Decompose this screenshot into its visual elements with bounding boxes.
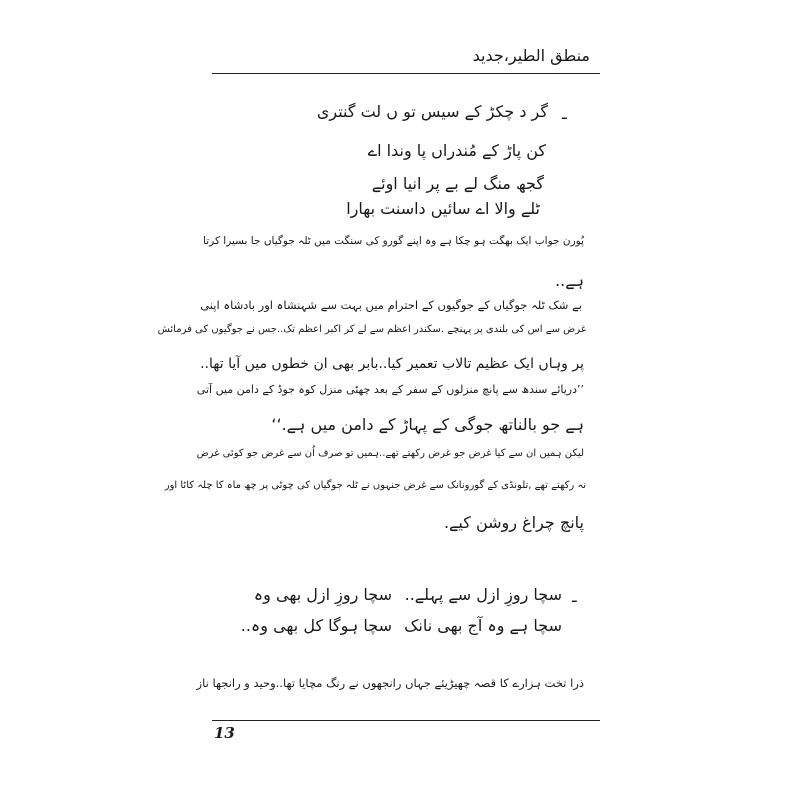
closing-line: ذرا تخت ہزارے کا قصہ چھیڑیئے جہاں رانجھوں نے رنگ مچایا تھا..وحید و رانجھا ناز bbox=[196, 676, 584, 690]
verse-marker: ـ bbox=[572, 587, 577, 606]
body-line: بے شک ٹلہ جوگیاں کے جوگیوں کے احترام میں بہت سے شہنشاہ اور بادشاہ اپنی bbox=[200, 298, 582, 312]
running-title: منطق الطیر،جدید bbox=[472, 46, 590, 65]
body-line: نہ رکھتے تھے ,تلونڈی کے گورونانک سے غرض جنہوں نے ٹلہ جوگیاں کی چوٹی پر چھ ماہ کا چلہ کاٹا اور bbox=[164, 480, 586, 491]
body-line: لیکن ہمیں ان سے کیا غرض جو غرض رکھتے تھے..ہمیں تو صرف اُن سے غرض جو کوئی غرض bbox=[196, 448, 584, 459]
body-line: ’’دریائے سندھ سے پانچ منزلوں کے سفر کے بعد چھٹی منزل کوہ جوڈ کے دامن میں آتی bbox=[196, 383, 584, 396]
body-line: پر وہاں ایک عظیم تالاب تعمیر کیا..بابر بھی ان خطوں میں آیا تھا.. bbox=[200, 356, 584, 372]
verse-right-half: سچا روزِ ازل سے پہلے.. bbox=[404, 585, 562, 604]
body-line: پُورن جواب ایک بھگت ہو چکا ہے وہ اپنے گورو کی سنگت میں ٹلہ جوگیاں جا بسیرا کرتا bbox=[203, 235, 584, 247]
body-line: ہے.. bbox=[555, 271, 584, 290]
body-line: غرض سے اس کی بلندی پر پہنچے .سکندر اعظم سے لے کر اکبر اعظم تک..جس نے جوگیوں کی فرمائش bbox=[157, 324, 586, 335]
verse-line: کن پاڑ کے مُندراں پا وندا اے bbox=[367, 141, 546, 160]
header-rule bbox=[212, 73, 600, 74]
verse-line: گجھ منگ لے بے پر انیا اوئے bbox=[371, 174, 544, 193]
verse-line: ٹلے والا اے سائیں داسنت بھارا bbox=[346, 199, 540, 218]
verse-left-half: سچا ہوگا کل بھی وہ.. bbox=[240, 616, 392, 635]
verse-marker: ـ bbox=[562, 104, 567, 123]
verse-right-half: سچا ہے وہ آج بھی نانک bbox=[404, 616, 562, 635]
body-line: ہے جو بالناتھ جوگی کے پہاڑ کے دامن میں ہے.‘‘ bbox=[271, 415, 584, 434]
verse-line: گر د چکڑ کے سیس تو ں لت گنتری bbox=[316, 102, 548, 121]
footer-rule bbox=[212, 720, 600, 721]
verse-left-half: سچا روزِ ازل بھی وہ bbox=[253, 585, 392, 604]
body-line: پانچ چراغ روشن کیے. bbox=[443, 513, 584, 532]
page-number: 13 bbox=[214, 724, 235, 742]
